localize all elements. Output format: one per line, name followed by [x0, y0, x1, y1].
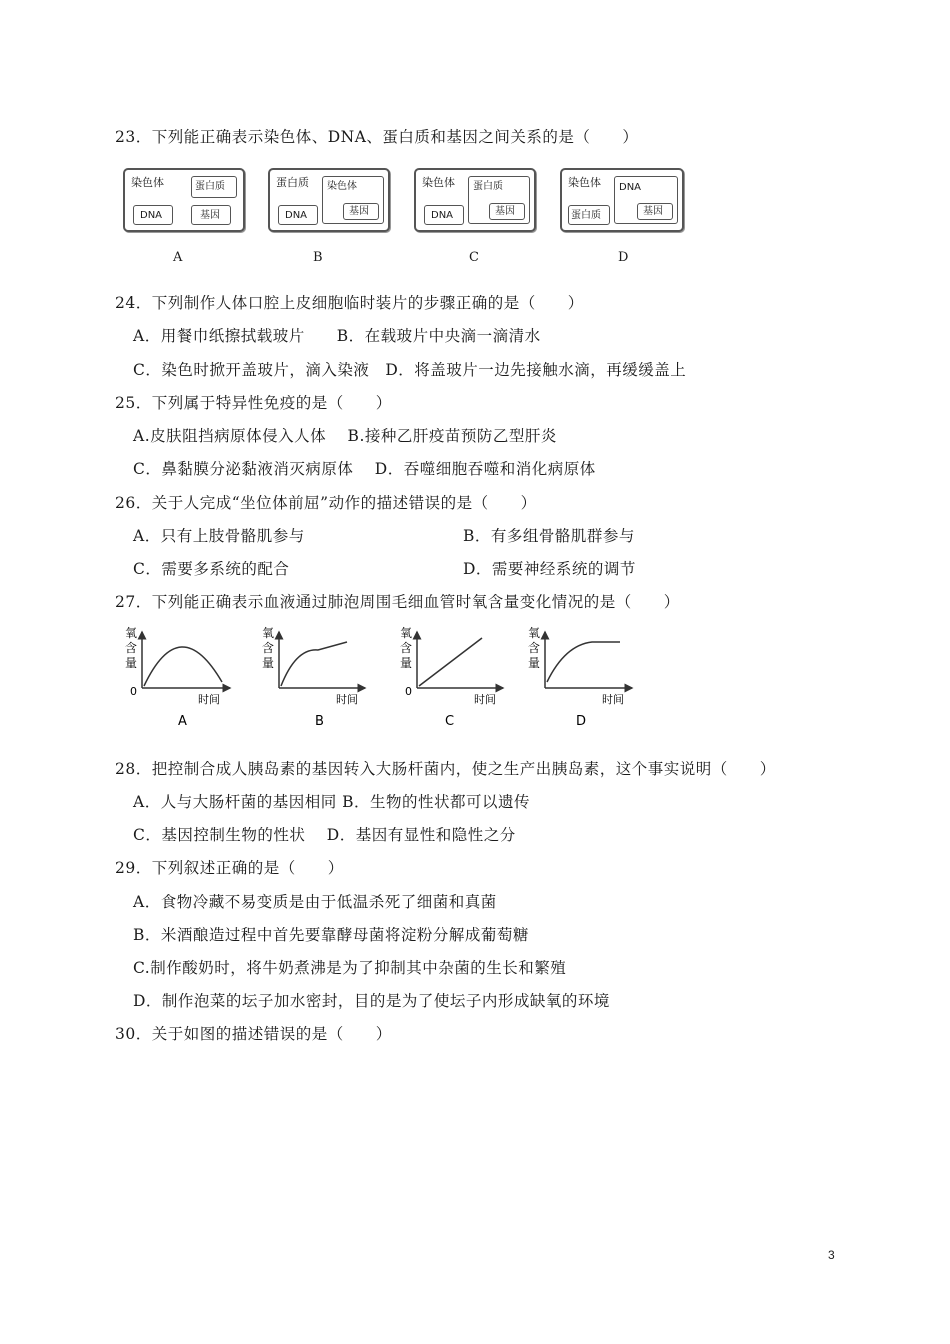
diagram-d-bl-label: 蛋白质: [571, 210, 601, 221]
q23-diagram-d: [560, 168, 685, 232]
diagram-b-outer-label: 蛋白质: [276, 176, 309, 189]
diagram-b-inner-label: 染色体: [327, 181, 357, 192]
graph-b-ylabel-3: 量: [262, 656, 275, 670]
q29-option-a: A．食物冷藏不易变质是由于低温杀死了细菌和真菌: [133, 893, 497, 911]
graph-b-ylabel-1: 氧: [262, 626, 275, 640]
q27-graph-a: [125, 626, 230, 729]
q29-option-b: B．米酒酿造过程中首先要靠酵母菌将淀粉分解成葡萄糖: [133, 926, 529, 944]
q27-graph-c: [400, 626, 503, 729]
q29-stem: 29．下列叙述正确的是（ ）: [115, 859, 344, 877]
q23-stem: 23．下列能正确表示染色体、DNA、蛋白质和基因之间关系的是（ ）: [115, 128, 639, 146]
diagram-c-outer-label: 染色体: [422, 176, 455, 189]
graph-d-ylabel-3: 量: [528, 656, 541, 670]
graph-a-ylabel-1: 氧: [125, 626, 138, 640]
q29-option-d: D．制作泡菜的坛子加水密封，目的是为了使坛子内形成缺氧的环境: [133, 992, 610, 1010]
graph-c-origin: 0: [405, 685, 412, 698]
q24-options-cd: C．染色时掀开盖玻片，滴入染液 D．将盖玻片一边先接触水滴，再缓缓盖上: [133, 361, 687, 379]
diagram-a-bl-label: DNA: [140, 210, 163, 221]
graph-a-ylabel-2: 含: [125, 641, 138, 655]
diagram-c-bl-label: DNA: [431, 210, 454, 221]
graph-b-letter: B: [315, 714, 324, 729]
q27-stem: 27．下列能正确表示血液通过肺泡周围毛细血管时氧含量变化情况的是（ ）: [115, 593, 680, 611]
graph-d-xlabel: 时间: [602, 693, 624, 706]
graph-b-xlabel: 时间: [336, 693, 358, 706]
q23-diagram-b: [268, 168, 390, 232]
graph-a-letter: A: [178, 714, 187, 729]
q27-graph-d: [528, 626, 632, 729]
diagram-c-br-label: 基因: [495, 206, 515, 217]
q24-stem: 24．下列制作人体口腔上皮细胞临时装片的步骤正确的是（ ）: [115, 294, 584, 312]
q28-options-ab: A．人与大肠杆菌的基因相同 B．生物的性状都可以遗传: [133, 793, 531, 811]
graph-d-letter: D: [576, 714, 587, 729]
q28-stem: 28．把控制合成人胰岛素的基因转入大肠杆菌内，使之生产出胰岛素，这个事实说明（ ）: [115, 760, 776, 778]
q27-graph-b: [262, 626, 365, 729]
q23-diagram-a: [123, 168, 245, 232]
q29-option-c: C.制作酸奶时，将牛奶煮沸是为了抑制其中杂菌的生长和繁殖: [133, 959, 567, 977]
q26-option-a: A．只有上肢骨骼肌参与: [133, 527, 305, 545]
q26-stem: 26．关于人完成“坐位体前屈”动作的描述错误的是（ ）: [115, 494, 537, 512]
q23-letter-a: A: [173, 250, 183, 265]
graph-c-letter: C: [445, 714, 455, 729]
q23-letter-b: B: [313, 250, 323, 265]
diagram-a-outer-label: 染色体: [131, 176, 164, 189]
q23-letter-d: D: [618, 250, 629, 265]
graph-c-ylabel-1: 氧: [400, 626, 413, 640]
diagram-a-top-label: 蛋白质: [195, 181, 225, 192]
page-number: 3: [828, 1248, 835, 1262]
q25-options-ab: A.皮肤阻挡病原体侵入人体 B.接种乙肝疫苗预防乙型肝炎: [133, 427, 557, 445]
q27-graphs: [0, 620, 950, 750]
q26-option-d: D．需要神经系统的调节: [463, 560, 636, 578]
diagram-c-inner-label: 蛋白质: [473, 181, 503, 192]
graph-d-ylabel-2: 含: [528, 641, 541, 655]
graph-a-xlabel: 时间: [198, 693, 220, 706]
graph-c-ylabel-2: 含: [400, 641, 413, 655]
graph-d-ylabel-1: 氧: [528, 626, 541, 640]
graph-c-ylabel-3: 量: [400, 656, 413, 670]
diagram-b-br-label: 基因: [349, 206, 369, 217]
graph-b-ylabel-2: 含: [262, 641, 275, 655]
graph-a-ylabel-3: 量: [125, 656, 138, 670]
q24-options-ab: A．用餐巾纸擦拭载玻片 B．在载玻片中央滴一滴清水: [133, 327, 541, 345]
diagram-a-br-label: 基因: [200, 210, 220, 221]
q28-options-cd: C．基因控制生物的性状 D．基因有显性和隐性之分: [133, 826, 516, 844]
q23-letter-c: C: [469, 250, 479, 265]
diagram-d-outer-label: 染色体: [568, 176, 601, 189]
q25-options-cd: C．鼻黏膜分泌黏液消灭病原体 D．吞噬细胞吞噬和消化病原体: [133, 460, 596, 478]
diagram-b-bl-label: DNA: [285, 210, 308, 221]
q26-option-c: C．需要多系统的配合: [133, 560, 290, 578]
q25-stem: 25．下列属于特异性免疫的是（ ）: [115, 394, 392, 412]
diagram-d-inner-label: DNA: [619, 182, 642, 193]
diagram-d-br-label: 基因: [643, 206, 663, 217]
q30-stem: 30．关于如图的描述错误的是（ ）: [115, 1025, 392, 1043]
q26-option-b: B．有多组骨骼肌群参与: [463, 527, 635, 545]
graph-a-origin: 0: [130, 685, 137, 698]
q23-diagram-c: [414, 168, 536, 232]
graph-c-xlabel: 时间: [474, 693, 496, 706]
